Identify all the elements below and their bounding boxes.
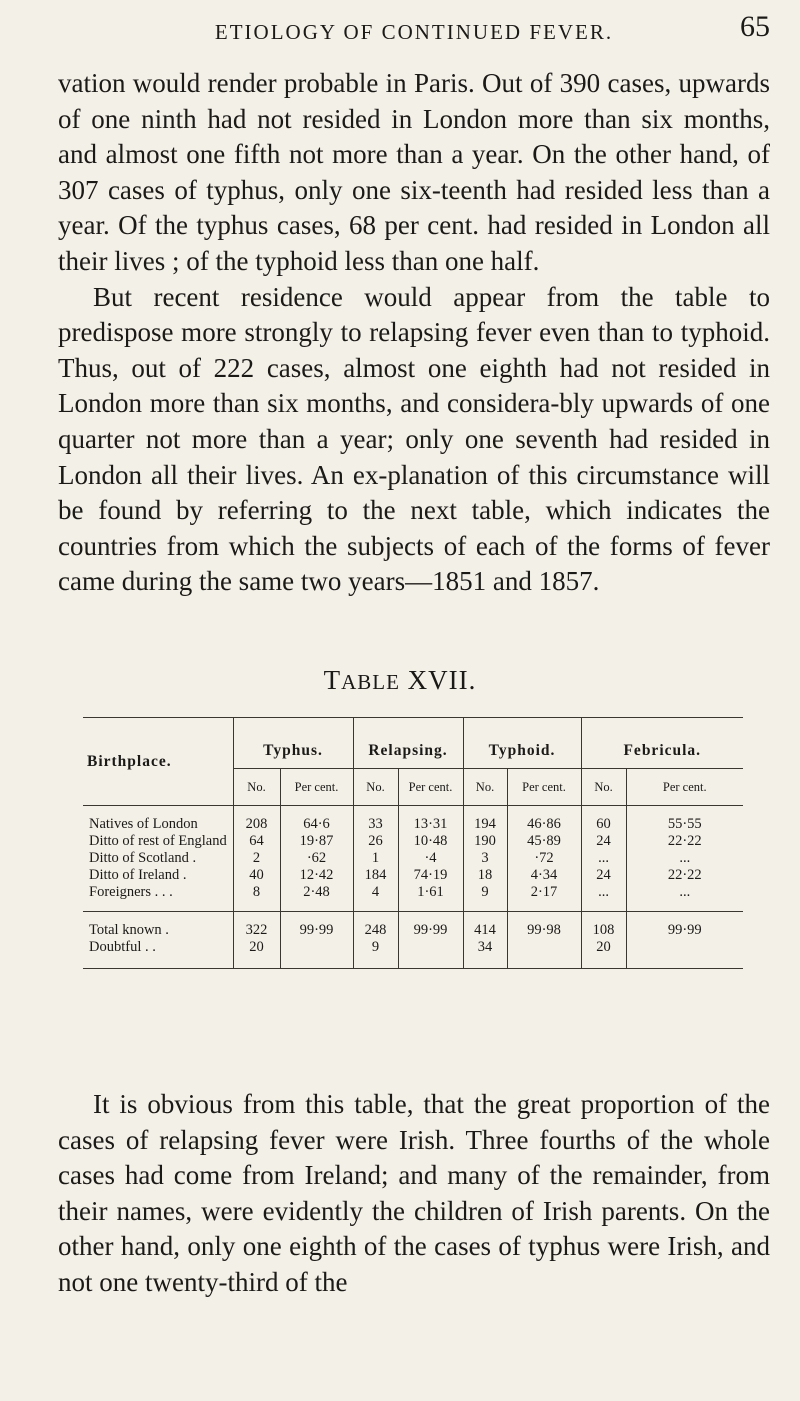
table-title-initial: T <box>323 665 342 695</box>
table-cell: ·62 <box>280 850 353 867</box>
table-cell: 12·42 <box>280 867 353 884</box>
table-cell: 9 <box>463 884 507 912</box>
table-cell: 2·17 <box>507 884 581 912</box>
table-cell: 13·31 <box>398 806 463 834</box>
row-label: Foreigners . . . <box>83 884 233 912</box>
table-cell <box>280 939 353 969</box>
relapsing-no-header: No. <box>353 769 398 806</box>
typhus-pct-header: Per cent. <box>280 769 353 806</box>
table-row <box>83 884 743 912</box>
table-row <box>83 833 743 850</box>
row-label: Total known . <box>89 922 169 938</box>
febricula-no-header: No. <box>581 769 626 806</box>
table-cell: 414 <box>463 912 507 940</box>
table-cell: 24 <box>581 867 626 884</box>
table-cell: 46·86 <box>507 806 581 834</box>
table-title <box>0 665 800 696</box>
table-cell: 64·6 <box>280 806 353 834</box>
table-cell: 190 <box>463 833 507 850</box>
febricula-header: Febricula. <box>581 718 743 769</box>
birthplace-table <box>83 717 743 969</box>
table-cell: 10·48 <box>398 833 463 850</box>
table-cell: ... <box>626 850 743 867</box>
table-cell: 22·22 <box>626 867 743 884</box>
table-cell: 194 <box>463 806 507 834</box>
table-cell: 60 <box>581 806 626 834</box>
table-row <box>83 867 743 884</box>
table-xvii <box>58 717 770 1025</box>
typhus-header: Typhus. <box>233 718 353 769</box>
relapsing-header: Relapsing. <box>353 718 463 769</box>
typhoid-no-header: No. <box>463 769 507 806</box>
table-cell: 74·19 <box>398 867 463 884</box>
row-label: Ditto of Scotland . <box>89 850 197 866</box>
table-row-total <box>83 912 743 940</box>
birthplace-header: Birthplace. <box>83 718 233 806</box>
table-cell: 248 <box>353 912 398 940</box>
table-cell: 2 <box>233 850 280 867</box>
table-cell: 55·55 <box>626 806 743 834</box>
table-cell: ... <box>581 850 626 867</box>
table-cell: 18 <box>463 867 507 884</box>
table-cell: 184 <box>353 867 398 884</box>
table-cell: 322 <box>233 912 280 940</box>
table-cell: ·4 <box>398 850 463 867</box>
table-cell: 20 <box>233 939 280 969</box>
table-cell <box>507 939 581 969</box>
table-cell: 45·89 <box>507 833 581 850</box>
page-number: 65 <box>740 10 770 43</box>
paragraph-3: It is obvious from this table, that the great proportion of the cases of relapsing fever were Irish. Three fourths of the whole cases had come from Ireland; and many of the remainder, from their names, were evidently the children of Irish parents. On the other hand, only one eighth of the cases of typhus were Irish, and not one twenty-third of the <box>58 1089 770 1297</box>
table-cell: 64 <box>233 833 280 850</box>
table-cell: 26 <box>353 833 398 850</box>
table-cell: 40 <box>233 867 280 884</box>
row-label: Doubtful . . <box>83 939 233 969</box>
running-header <box>58 10 770 50</box>
table-row <box>83 850 743 867</box>
row-label: Natives of London <box>89 816 198 832</box>
table-cell: 34 <box>463 939 507 969</box>
table-cell: 4 <box>353 884 398 912</box>
typhoid-pct-header: Per cent. <box>507 769 581 806</box>
table-cell: 2·48 <box>280 884 353 912</box>
table-cell <box>626 939 743 969</box>
table-cell: 33 <box>353 806 398 834</box>
table-row-doubtful <box>83 939 743 969</box>
table-cell: 208 <box>233 806 280 834</box>
table-cell: 8 <box>233 884 280 912</box>
relapsing-pct-header: Per cent. <box>398 769 463 806</box>
table-cell: 19·87 <box>280 833 353 850</box>
paragraph-1: vation would render probable in Paris. Out of 390 cases, upwards of one ninth had not resided in London more than six months, and almost one fifth not more than a year. On the other hand, of 307 cases of typhus, only one six-teenth had resided less than a year. Of the typhus cases, 68 per cent. had resided in London all their lives ; of the typhoid less than one half. <box>58 68 770 276</box>
table-cell: 24 <box>581 833 626 850</box>
paragraph-2: But recent residence would appear from the table to predispose more strongly to relapsing fever even than to typhoid. Thus, out of 222 cases, almost one eighth had not resided in London more than six months, and considera-bly upwards of one quarter not more than a year; only one seventh had resided in London all their lives. An ex-planation of this circumstance will be found by referring to the next table, which indicates the countries from which the subjects of each of the forms of fever came during the same two years—1851 and 1857. <box>58 281 770 597</box>
table-cell: 99·98 <box>507 912 581 940</box>
table-cell: 4·34 <box>507 867 581 884</box>
febricula-pct-header: Per cent. <box>626 769 743 806</box>
table-cell: 99·99 <box>280 912 353 940</box>
row-label: Ditto of rest of England <box>89 833 227 849</box>
body-text-bottom <box>58 1087 770 1301</box>
table-title-rest: ABLE <box>341 670 400 694</box>
table-cell: ·72 <box>507 850 581 867</box>
table-cell: ... <box>581 884 626 912</box>
typhus-no-header: No. <box>233 769 280 806</box>
table-cell: 99·99 <box>626 912 743 940</box>
table-cell: 1 <box>353 850 398 867</box>
table-cell: 108 <box>581 912 626 940</box>
table-cell: 9 <box>353 939 398 969</box>
body-text-top <box>58 66 770 600</box>
table-cell: ... <box>626 884 743 912</box>
table-cell: 20 <box>581 939 626 969</box>
table-cell: 99·99 <box>398 912 463 940</box>
table-cell: 3 <box>463 850 507 867</box>
table-cell <box>398 939 463 969</box>
table-cell: 22·22 <box>626 833 743 850</box>
table-title-numeral: XVII. <box>407 665 477 695</box>
row-label: Ditto of Ireland . <box>89 867 187 883</box>
running-title: ETIOLOGY OF CONTINUED FEVER. <box>214 20 614 44</box>
typhoid-header: Typhoid. <box>463 718 581 769</box>
table-cell: 1·61 <box>398 884 463 912</box>
table-row <box>83 806 743 834</box>
